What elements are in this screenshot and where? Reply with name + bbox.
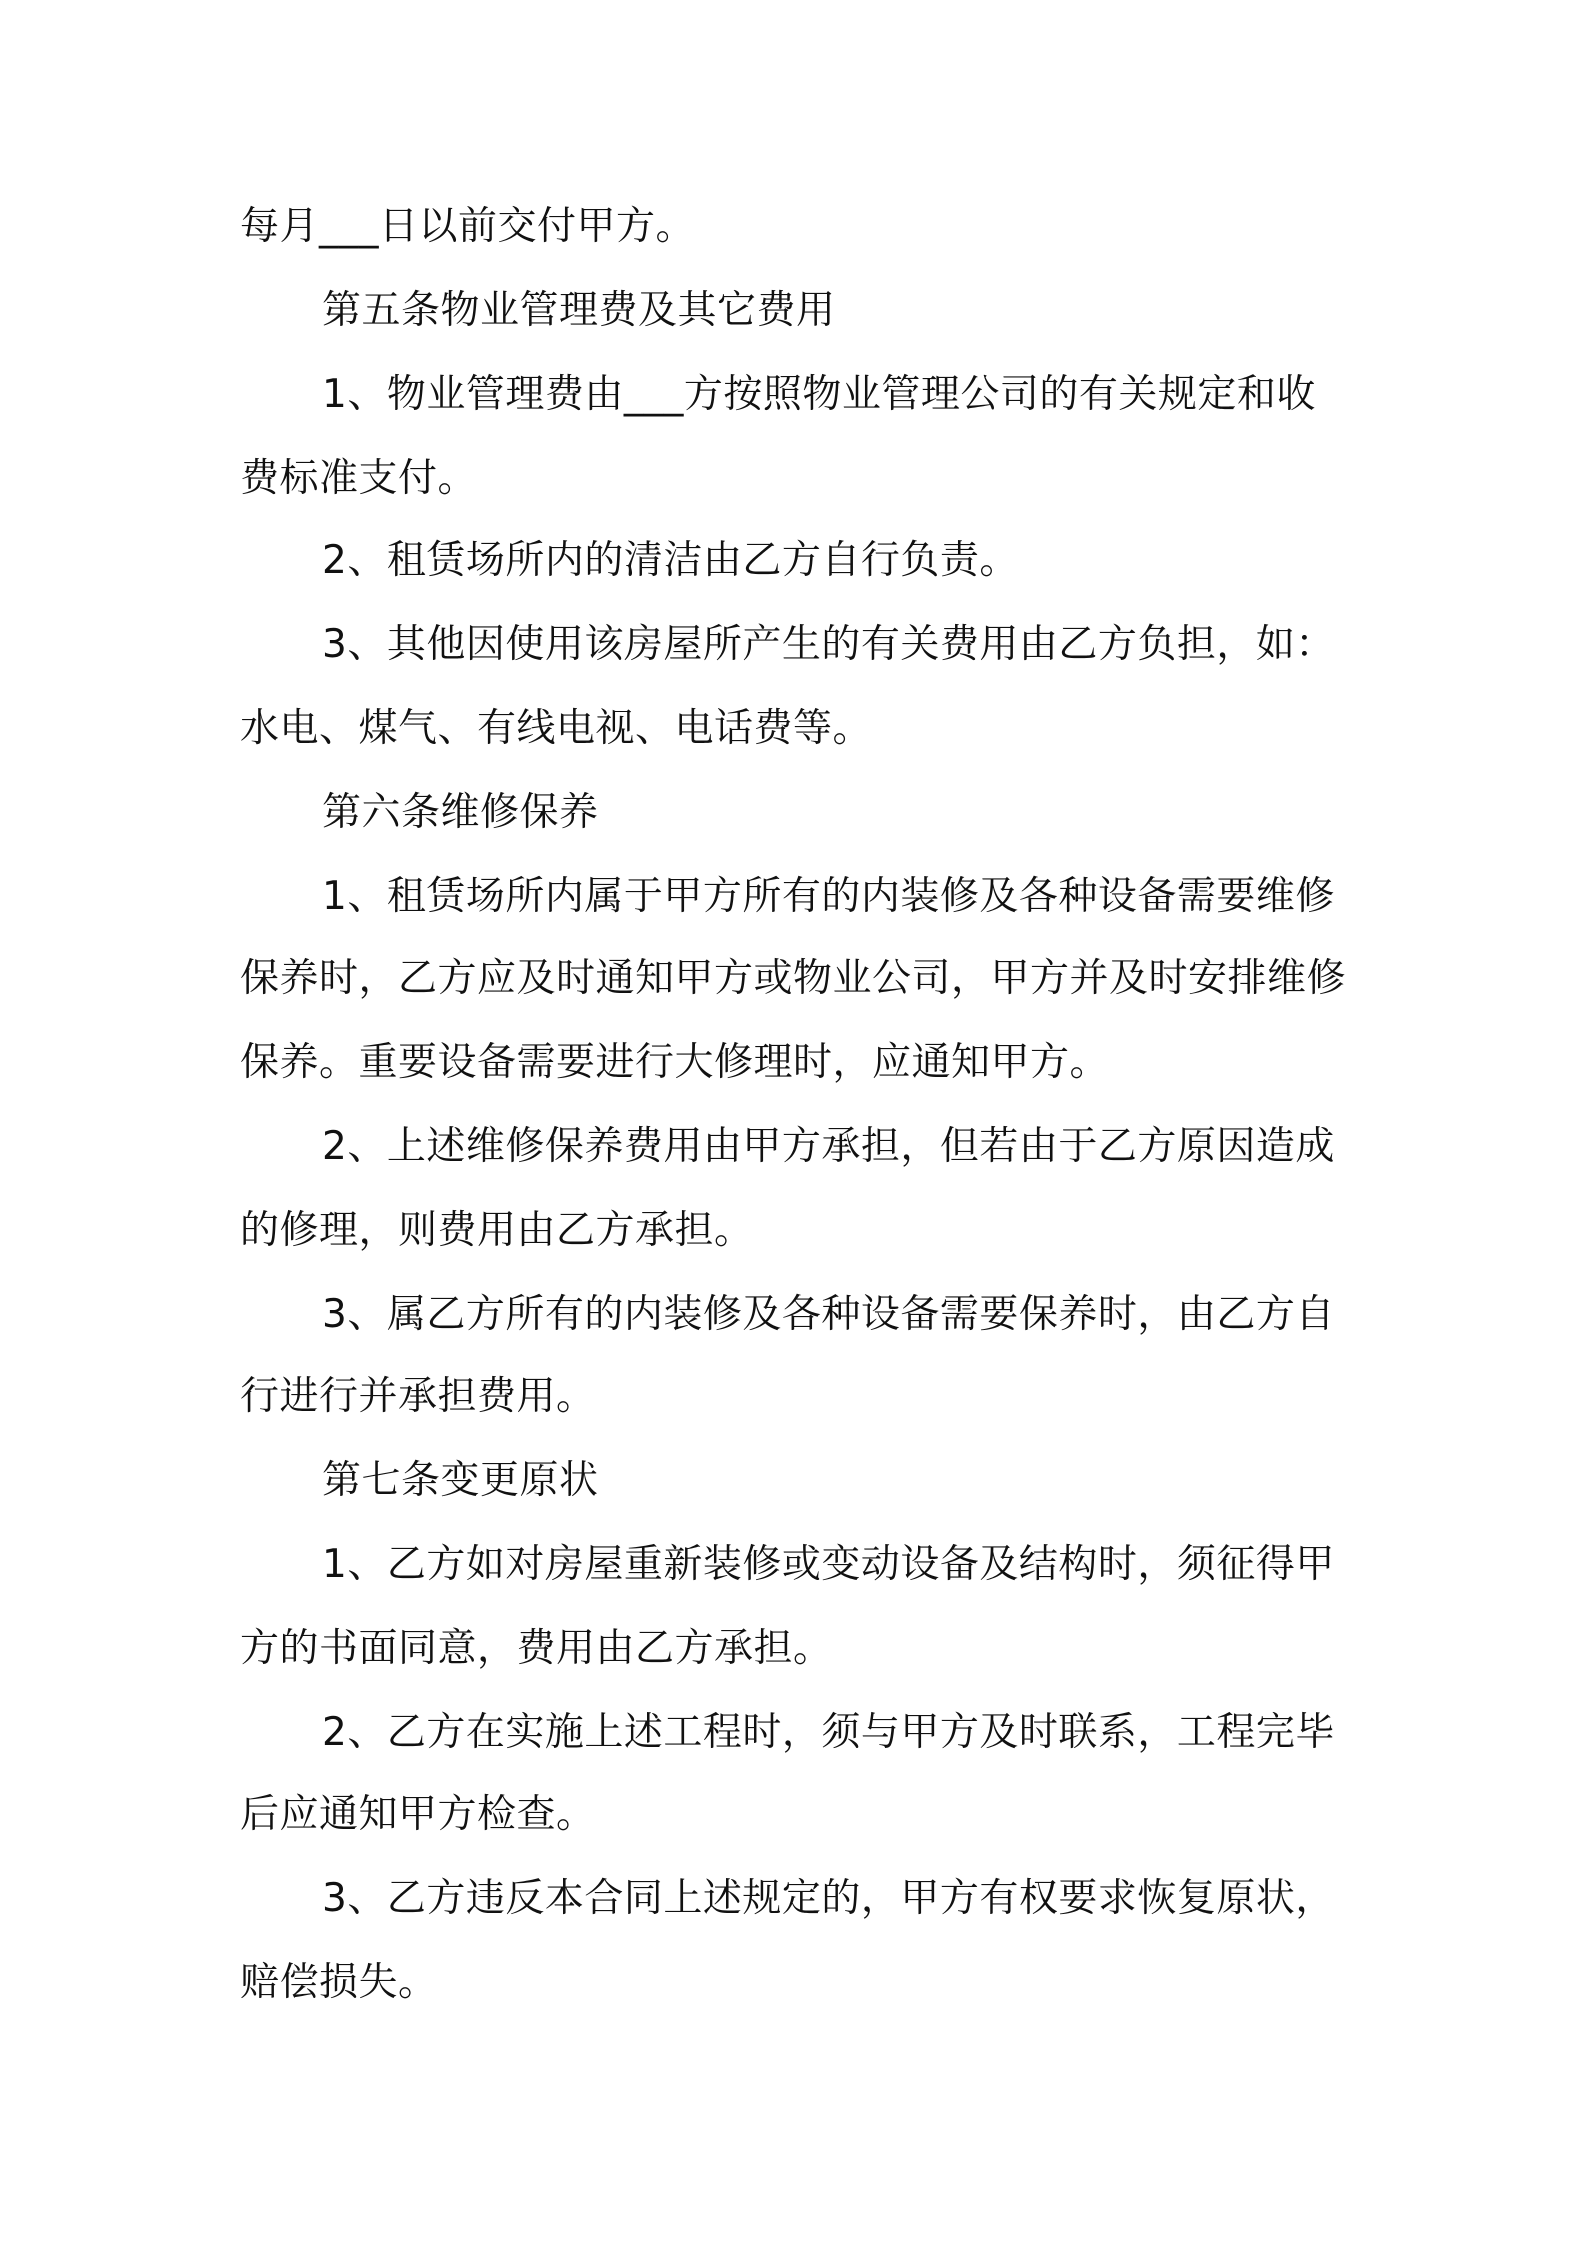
article-5-item-3-continued: 水电、煤气、有线电视、电话费等。 bbox=[240, 706, 873, 751]
article-6-item-2: 2、上述维修保养费用由甲方承担，但若由于乙方原因造成 bbox=[322, 1124, 1335, 1169]
article-5-item-1: 1、物业管理费由___方按照物业管理公司的有关规定和收 bbox=[322, 372, 1316, 417]
article-7-item-2: 2、乙方在实施上述工程时，须与甲方及时联系，工程完毕 bbox=[322, 1710, 1335, 1755]
article-6-item-1-continued: 保养时，乙方应及时通知甲方或物业公司，甲方并及时安排维修 bbox=[240, 956, 1347, 1001]
article-5-item-3: 3、其他因使用该房屋所产生的有关费用由乙方负担，如： bbox=[322, 622, 1335, 667]
article-6-item-1-continued-2: 保养。重要设备需要进行大修理时，应通知甲方。 bbox=[240, 1040, 1110, 1085]
article-5-item-1-continued: 费标准支付。 bbox=[240, 456, 478, 501]
article-7-item-3: 3、乙方违反本合同上述规定的，甲方有权要求恢复原状， bbox=[322, 1876, 1335, 1921]
article-5-heading: 第五条物业管理费及其它费用 bbox=[322, 288, 836, 333]
article-6-item-3-continued: 行进行并承担费用。 bbox=[240, 1374, 596, 1419]
article-7-item-3-continued: 赔偿损失。 bbox=[240, 1960, 438, 2005]
text-line-continuation: 每月___日以前交付甲方。 bbox=[240, 204, 696, 249]
article-6-heading: 第六条维修保养 bbox=[322, 790, 599, 835]
article-6-item-1: 1、租赁场所内属于甲方所有的内装修及各种设备需要维修 bbox=[322, 874, 1335, 919]
article-6-item-3: 3、属乙方所有的内装修及各种设备需要保养时，由乙方自 bbox=[322, 1292, 1335, 1337]
article-7-item-1: 1、乙方如对房屋重新装修或变动设备及结构时，须征得甲 bbox=[322, 1542, 1335, 1587]
article-7-item-2-continued: 后应通知甲方检查。 bbox=[240, 1792, 596, 1837]
article-5-item-2: 2、租赁场所内的清洁由乙方自行负责。 bbox=[322, 538, 1019, 583]
article-6-item-2-continued: 的修理，则费用由乙方承担。 bbox=[240, 1208, 754, 1253]
article-7-heading: 第七条变更原状 bbox=[322, 1458, 599, 1503]
article-7-item-1-continued: 方的书面同意，费用由乙方承担。 bbox=[240, 1626, 833, 1671]
